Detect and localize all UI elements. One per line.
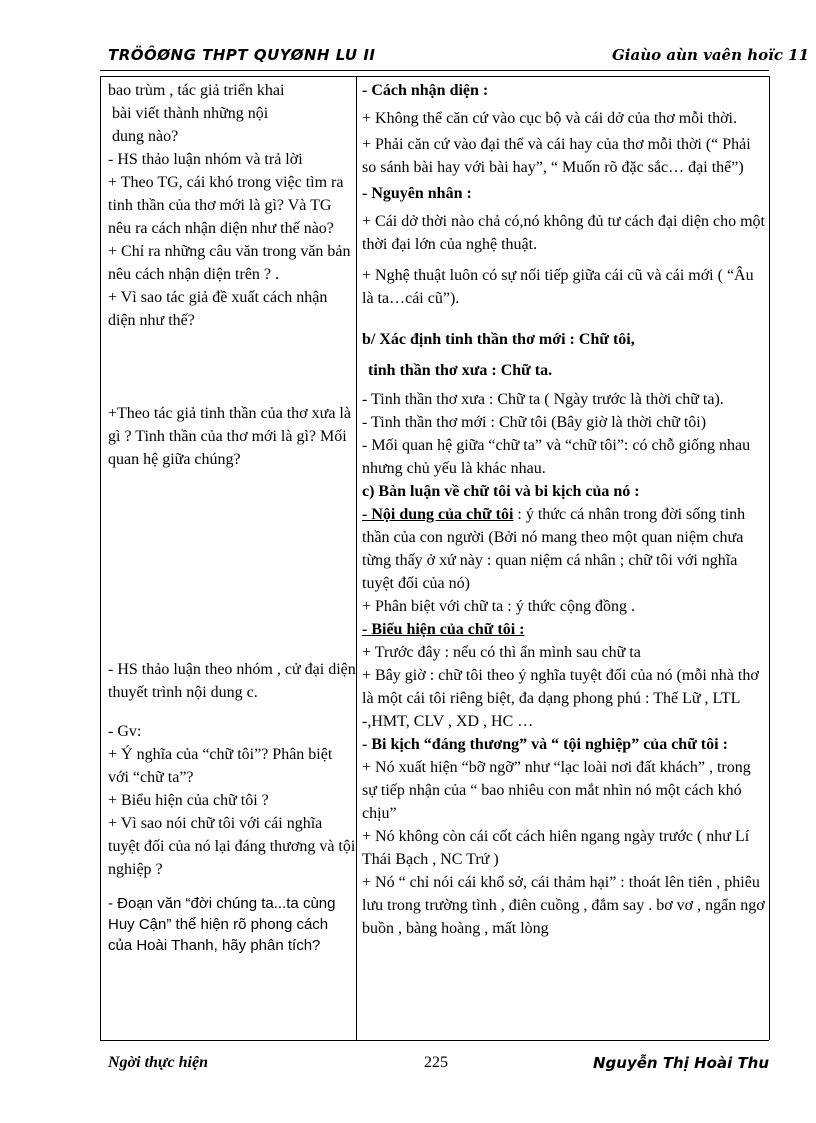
right-text: + Phân biệt với chữ ta : ý thức cộng đồng . xyxy=(362,598,636,615)
left-text: + Biểu hiện của chữ tôi ? xyxy=(108,792,269,809)
left-text: - Đoạn văn “đời chúng ta...ta cùng Huy Cận” thể hiện rõ phong cách của Hoài Thanh, hãy phân tích? xyxy=(108,895,336,954)
header-school: TRÖÔØNG THPT QUYØNH LU II xyxy=(108,46,376,64)
right-heading: - Nguyên nhân : xyxy=(362,185,472,202)
right-text: + Nó không còn cái cốt cách hiên ngang ngày trước ( như Lí Thái Bạch , NC Trứ ) xyxy=(362,828,750,868)
left-text: dung nào? xyxy=(112,128,179,145)
right-text: + Nó “ chỉ nói cái khổ sở, cái thảm hại” : thoát lên tiên , phiêu lưu trong trường tình , điên cuồng , đắm say . bơ vơ , ngẩn ngơ buồn , bàng hoàng , mất lòng xyxy=(362,874,765,937)
left-text: + Chỉ ra những câu văn trong văn bản nêu cách nhận diện trên ? . xyxy=(108,243,351,283)
page-number: 225 xyxy=(424,1054,448,1071)
right-text: + Không thể căn cứ vào cục bộ và cái dở của thơ mỗi thời. xyxy=(362,110,737,127)
right-text-inline: : ý thức cá nhân trong đời sống tinh thần của con người (Bởi nó mang theo một quan niệm chưa từng thấy ở xứ này : quan niệm cá nhân ; chữ tôi với nghĩa tuyệt đối của nó) xyxy=(362,506,746,592)
right-heading: c) Bàn luận về chữ tôi và bi kịch của nó : xyxy=(362,483,640,500)
right-text: - Tinh thần thơ mới : Chữ tôi (Bây giờ là thời chữ tôi) xyxy=(362,414,707,431)
emphasis-term: - Nội dung của chữ tôi xyxy=(362,506,514,523)
right-heading: b/ Xác định tinh thần thơ mới : Chữ tôi, xyxy=(362,331,635,348)
right-text: + Bây giờ : chữ tôi theo ý nghĩa tuyệt đối của nó (mỗi nhà thơ là một cái tôi riêng biệt, đa dạng phong phú : Thế Lữ , LTL -,HMT, CLV , XD , HC … xyxy=(362,667,759,730)
left-column xyxy=(108,79,356,956)
right-heading: - Biểu hiện của chữ tôi : xyxy=(362,621,525,638)
left-text: - HS thảo luận theo nhóm , cử đại diện thuyết trình nội dung c. xyxy=(108,661,356,701)
right-heading: tinh thần thơ xưa : Chữ ta. xyxy=(368,362,553,379)
left-text: +Theo tác giả tinh thần của thơ xưa là gì ? Tinh thần của thơ mới là gì? Mối quan hệ giữa chúng? xyxy=(108,405,351,468)
footer-author-name: Nguyễn Thị Hoài Thu xyxy=(593,1054,770,1072)
right-column xyxy=(362,79,767,940)
table-top-border xyxy=(100,76,769,77)
right-text: - Mối quan hệ giữa “chữ ta” và “chữ tôi”: có chỗ giống nhau nhưng chủ yếu là khác nhau. xyxy=(362,437,751,477)
right-text: + Phải căn cứ vào đại thể và cái hay của thơ mỗi thời (“ Phải so sánh bài hay với bài hay”, “ Muốn rõ đặc sắc… đại thể”) xyxy=(362,136,751,176)
right-text: + Trước đây : nếu có thì ẩn mình sau chữ ta xyxy=(362,644,641,661)
header-rule xyxy=(100,70,769,71)
left-text: + Ý nghĩa của “chữ tôi”? Phân biệt với “chữ ta”? xyxy=(108,746,333,786)
right-text: + Nó xuất hiện “bỡ ngỡ” như “lạc loài nơi đất khách” , trong sự tiếp nhận của “ bao nhiêu con mắt nhìn nó một cách khó chịu” xyxy=(362,759,751,822)
left-text: + Theo TG, cái khó trong việc tìm ra tinh thần của thơ mới là gì? Và TG nêu ra cách nhận diện như thế nào? xyxy=(108,174,344,237)
table-left-border xyxy=(100,76,101,1040)
left-text: + Vì sao nói chữ tôi với cái nghĩa tuyệt đối của nó lại đáng thương và tội nghiệp ? xyxy=(108,815,356,878)
table-bottom-border xyxy=(100,1040,769,1041)
right-text: - Tinh thần thơ xưa : Chữ ta ( Ngày trước là thời chữ ta). xyxy=(362,391,724,408)
table-right-border xyxy=(769,76,770,1040)
right-text: + Cái dở thời nào chả có,nó không đủ tư cách đại diện cho một thời đại lớn của nghệ thuật. xyxy=(362,213,765,253)
left-text: - HS thảo luận nhóm và trả lời xyxy=(108,151,303,168)
right-heading: - Bi kịch “đáng thương” và “ tội nghiệp” của chữ tôi : xyxy=(362,736,728,753)
left-text: bài viết thành những nội xyxy=(112,105,269,122)
right-text xyxy=(362,503,767,595)
column-divider xyxy=(356,76,357,1040)
footer-author-label: Ngời thực hiện xyxy=(108,1054,208,1071)
left-text: bao trùm , tác giả triển khai xyxy=(108,82,285,99)
right-heading: - Cách nhận diện : xyxy=(362,82,489,99)
header-subject: Giaùo aùn vaên hoïc 11 xyxy=(612,46,810,64)
left-text: - Gv: xyxy=(108,723,142,740)
right-text: + Nghệ thuật luôn có sự nối tiếp giữa cái cũ và cái mới ( “Âu là ta…cái cũ”). xyxy=(362,267,754,307)
left-text: + Vì sao tác giả đề xuất cách nhận diện như thế? xyxy=(108,289,328,329)
